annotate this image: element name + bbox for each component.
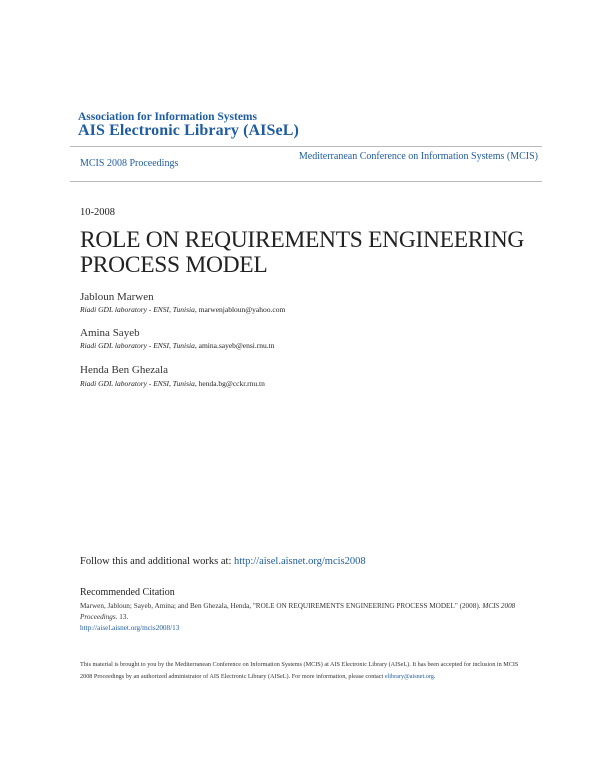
- contact-email-link[interactable]: elibrary@aisnet.org: [384, 673, 434, 680]
- affiliation-separator: ,: [194, 341, 199, 350]
- author-affiliation: [80, 341, 274, 350]
- affiliation-separator: ,: [194, 305, 199, 314]
- follow-label: Follow this and additional works at:: [80, 556, 232, 567]
- author-email[interactable]: amina.sayeb@ensi.rnu.tn: [198, 341, 275, 350]
- author-email[interactable]: marwenjabloun@yahoo.com: [198, 305, 286, 314]
- association-name: Association for Information Systems: [78, 111, 257, 123]
- author-affiliation: [80, 379, 265, 388]
- affiliation-text: Riadi GDL laboratory - ENSI, Tunisia: [80, 305, 195, 314]
- footer-notice: [80, 659, 530, 683]
- author-name: Amina Sayeb: [80, 327, 140, 339]
- library-name[interactable]: AIS Electronic Library (AISeL): [78, 122, 299, 139]
- paper-title: ROLE ON REQUIREMENTS ENGINEERING PROCESS MODEL: [80, 227, 525, 278]
- citation-text: Marwen, Jabloun; Sayeb, Amina; and Ben Ghezala, Henda, "ROLE ON REQUIREMENTS ENGINEERING PROCESS MODEL" (2008).: [80, 602, 481, 610]
- follow-line: [80, 556, 366, 567]
- citation-heading: Recommended Citation: [80, 587, 175, 598]
- footer-end: .: [433, 673, 436, 680]
- author-affiliation: [80, 305, 285, 314]
- citation-link[interactable]: http://aisel.aisnet.org/mcis2008/13: [80, 624, 180, 632]
- affiliation-separator: ,: [194, 379, 199, 388]
- author-name: Jabloun Marwen: [80, 291, 154, 303]
- author-email[interactable]: henda.bg@cckr.rnu.tn: [198, 379, 265, 388]
- series-link-proceedings[interactable]: MCIS 2008 Proceedings: [80, 158, 179, 169]
- citation-journal: MCIS 2008 Proceedings: [80, 602, 516, 621]
- affiliation-text: Riadi GDL laboratory - ENSI, Tunisia: [80, 341, 195, 350]
- series-link-conference[interactable]: Mediterranean Conference on Information Systems (MCIS): [298, 151, 538, 162]
- author-name: Henda Ben Ghezala: [80, 364, 168, 376]
- follow-link[interactable]: http://aisel.aisnet.org/mcis2008: [234, 556, 366, 567]
- header-rule-top: [70, 146, 542, 147]
- citation-body: [80, 601, 530, 634]
- citation-pages: . 13.: [115, 613, 129, 621]
- affiliation-text: Riadi GDL laboratory - ENSI, Tunisia: [80, 379, 195, 388]
- publication-date: 10-2008: [80, 207, 115, 218]
- header-rule-bottom: [70, 181, 542, 182]
- footer-text: This material is brought to you by the Mediterranean Conference on Information Systems (MCIS) at AIS Electronic Library (AISeL). It has been accepted for inclusion in MCIS 2008 Proceedings by an authorized administrator of AIS Electronic Library (AISeL). For more information, please contact: [80, 661, 519, 680]
